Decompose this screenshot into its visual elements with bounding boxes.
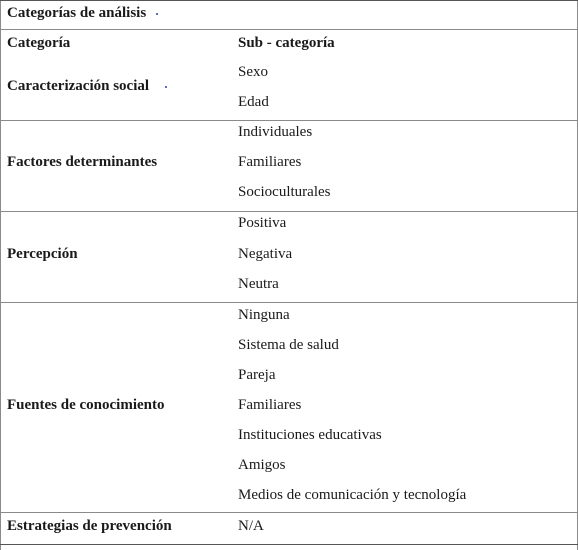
title-rule [0, 29, 578, 30]
group-rule [0, 211, 578, 212]
category-column-header: Categoría [7, 35, 71, 51]
category-cell: Factores determinantes [7, 154, 158, 170]
table-left-border [0, 0, 1, 550]
group-rule [0, 302, 578, 303]
subcategory-cell: Ninguna [238, 307, 290, 323]
group-rule [0, 512, 578, 513]
subcategory-cell: Negativa [238, 246, 293, 262]
subcategory-column-header: Sub - categoría [238, 35, 335, 51]
table-title [7, 3, 158, 23]
table-top-rule [0, 0, 578, 1]
subcategory-cell: Neutra [238, 276, 279, 292]
category-cell: Percepción [7, 246, 78, 262]
subcategory-cell: Sexo [238, 64, 268, 80]
title-mark [156, 13, 158, 15]
subcategory-cell: N/A [238, 518, 264, 534]
subcategory-cell: Positiva [238, 215, 287, 231]
subcategory-cell: Familiares [238, 154, 302, 170]
subcategory-cell: Amigos [238, 457, 286, 473]
subcategory-cell: Pareja [238, 367, 276, 383]
group-rule [0, 120, 578, 121]
category-cell: Estrategias de prevención [7, 518, 172, 534]
subcategory-cell: Instituciones educativas [238, 427, 382, 443]
table-title-text: Categorías de análisis [7, 5, 147, 21]
category-cell [7, 76, 167, 96]
category-cell: Fuentes de conocimiento [7, 397, 165, 413]
table-bottom-rule [0, 544, 578, 545]
subcategory-cell: Socioculturales [238, 184, 331, 200]
subcategory-cell: Edad [238, 94, 269, 110]
subcategory-cell: Individuales [238, 124, 313, 140]
subcategory-cell: Sistema de salud [238, 337, 339, 353]
subcategory-cell: Familiares [238, 397, 302, 413]
subcategory-cell: Medios de comunicación y tecnología [238, 487, 467, 503]
category-label: Caracterización social [7, 78, 150, 94]
category-mark [165, 86, 167, 88]
